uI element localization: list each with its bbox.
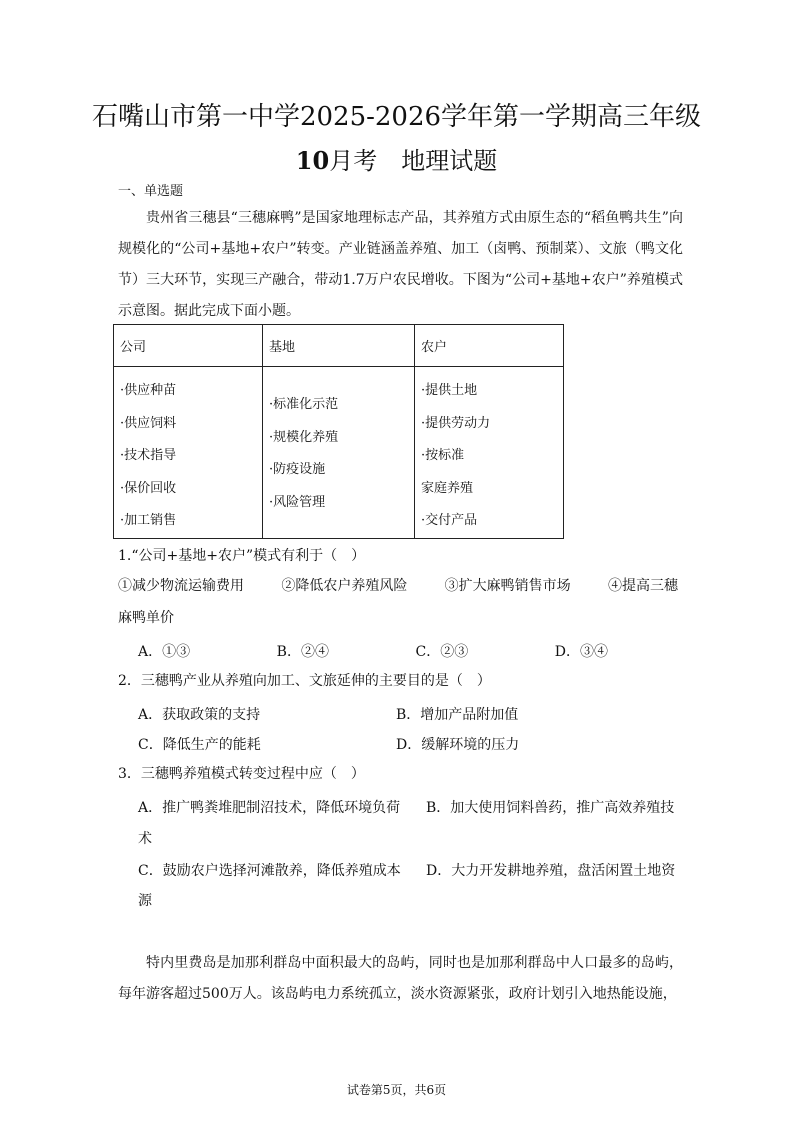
- option-d[interactable]: D．③④: [554, 644, 608, 660]
- list-item: ·保价回收: [120, 480, 177, 496]
- company-cell: [114, 367, 263, 539]
- question-1-options: [138, 641, 608, 661]
- list-item: ·提供劳动力: [421, 415, 491, 431]
- statement-1: ①减少物流运输费用: [118, 578, 244, 594]
- exam-title-month: 10: [295, 146, 330, 175]
- table-header-farmer: 农户: [415, 325, 564, 367]
- option-c[interactable]: C．②③: [415, 644, 469, 660]
- list-item: ·标准化示范: [269, 397, 339, 412]
- list-item: ·技术指导: [120, 448, 177, 463]
- option-d-continued: 源: [138, 893, 152, 909]
- option-d[interactable]: D．大力开发耕地养殖，盘活闲置土地资: [426, 863, 676, 879]
- mode-table: [113, 324, 564, 539]
- exam-title-line2: [0, 145, 793, 177]
- list-item: ·规模化养殖: [269, 429, 339, 445]
- exam-title-subject: 月考 地理试题: [329, 147, 498, 175]
- table-body-row: [114, 367, 564, 539]
- option-c[interactable]: C．鼓励农户选择河滩散养，降低养殖成本: [138, 863, 401, 879]
- list-item: ·防疫设施: [269, 462, 326, 477]
- table-header-row: [114, 325, 564, 367]
- farmer-cell: [415, 367, 564, 539]
- list-item: ·按标准: [421, 448, 465, 463]
- option-b[interactable]: B．加大使用饲料兽药，推广高效养殖技: [426, 800, 675, 816]
- table-header-base: 基地: [263, 325, 415, 367]
- question-3-stem: 3．三穗鸭养殖模式转变过程中应（ ）: [118, 766, 365, 782]
- list-item: ·加工销售: [120, 513, 177, 528]
- list-item: ·交付产品: [421, 513, 478, 528]
- option-d[interactable]: D．缓解环境的压力: [396, 737, 520, 753]
- statement-4-continued: 麻鸭单价: [118, 610, 174, 626]
- list-item: ·供应种苗: [120, 383, 177, 398]
- list-item: ·提供土地: [421, 383, 478, 398]
- option-a[interactable]: A．推广鸭粪堆肥制沼技术，降低环境负荷: [138, 800, 401, 816]
- question-1-stem: 1.“公司+基地+农户”模式有利于（ ）: [118, 548, 366, 564]
- list-item: ·风险管理: [269, 494, 326, 510]
- statement-3: ③扩大麻鸭销售市场: [444, 578, 571, 594]
- statement-2: ②降低农户养殖风险: [281, 578, 408, 594]
- option-a[interactable]: A．①③: [138, 644, 191, 660]
- option-c[interactable]: C．降低生产的能耗: [138, 737, 261, 753]
- statement-4: ④提高三穗: [607, 578, 678, 594]
- section-heading: 一、单选题: [118, 184, 184, 199]
- intro-passage: 贵州省三穗县“三穗麻鸭”是国家地理标志产品，其养殖方式由原生态的“稻鱼鸭共生”向规模化的“公司+基地+农户”转变。产业链涵盖养殖、加工（卤鸭、预制菜）、文旅（鸭文化节）三大环节，实现三产融合，带动1.7万户农民增收。下图为“公司+基地+农户”养殖模式示意图。据此完成下面小题。: [118, 210, 683, 319]
- option-a[interactable]: A．获取政策的支持: [138, 707, 261, 723]
- question-1-statements: [118, 571, 678, 601]
- exam-title-line1: 石嘴山市第一中学2025-2026学年第一学期高三年级: [91, 102, 702, 132]
- option-b-continued: 术: [138, 831, 152, 847]
- option-b[interactable]: B．②④: [276, 644, 329, 660]
- base-cell: [263, 367, 415, 539]
- passage-2: 特内里费岛是加那利群岛中面积最大的岛屿，同时也是加那利群岛中人口最多的岛屿，每年游客超过500万人。该岛屿电力系统孤立，淡水资源紧张，政府计划引入地热能设施，: [118, 955, 683, 1002]
- list-item: 家庭养殖: [421, 480, 474, 496]
- page-footer: 试卷第5页，共6页: [346, 1083, 447, 1097]
- table-header-company: 公司: [114, 325, 263, 367]
- list-item: ·供应饲料: [120, 415, 177, 431]
- option-b[interactable]: B．增加产品附加值: [396, 707, 519, 723]
- question-2-stem: 2．三穗鸭产业从养殖向加工、文旅延伸的主要目的是（ ）: [118, 673, 491, 689]
